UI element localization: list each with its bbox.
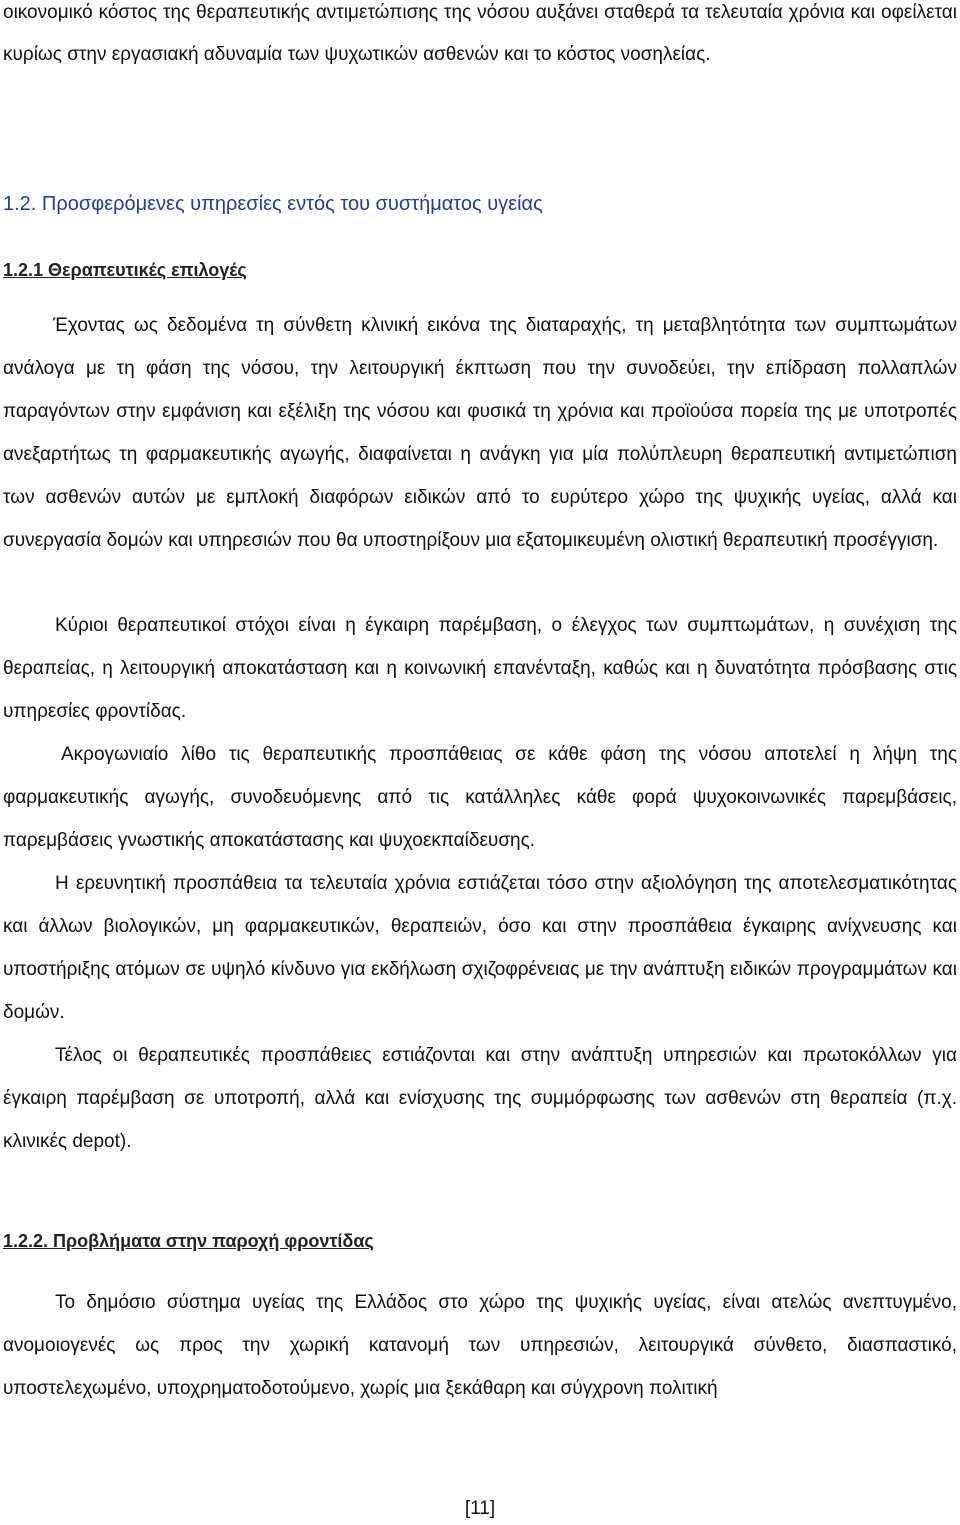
subsection-heading-therapeutic-options: 1.2.1 Θεραπευτικές επιλογές — [3, 260, 247, 280]
paragraph-therapeutic-approach: Έχοντας ως δεδομένα τη σύνθετη κλινική εικόνα της διαταραχής, τη μεταβλητότητα των συμπτωμάτων ανάλογα με τη φάση της νόσου, την λειτουργική έκπτωση που την συνοδεύει, την επίδραση πολλαπλών παραγόντων στην εμφάνιση και εξέλιξη της νόσου και φυσικά τη χρόνια και προϊούσα πορεία της με υποτροπές ανεξαρτήτως τη φαρμακευτικής αγωγής, διαφαίνεται η ανάγκη για μία πολύπλευρη θεραπευτική αντιμετώπιση των ασθενών αυτών με εμπλοκή διαφόρων ειδικών από το ευρύτερο χώρο της ψυχικής υγείας, αλλά και συνεργασία δομών και υπηρεσιών που θα υποστηρίξουν μια εξατομικευμένη ολιστική θεραπευτική προσέγγιση. — [3, 315, 957, 551]
paragraph-relapse-services: Τέλος οι θεραπευτικές προσπάθειες εστιάζονται και στην ανάπτυξη υπηρεσιών και πρωτοκόλλων για έγκαιρη παρέμβαση σε υποτροπή, αλλά και ενίσχυσης της συμμόρφωσης των ασθενών στη θεραπεία (π.χ. κλινικές depot). — [3, 1045, 957, 1152]
intro-paragraph: οικονομικό κόστος της θεραπευτικής αντιμετώπισης της νόσου αυξάνει σταθερά τα τελευταία χρόνια και οφείλεται κυρίως στην εργασιακή αδυναμία των ψυχωτικών ασθενών και το κόστος νοσηλείας. — [3, 2, 957, 65]
page-number: [11] — [464, 1498, 496, 1519]
paragraph-research: Η ερευνητική προσπάθεια τα τελευταία χρόνια εστιάζεται τόσο στην αξιολόγηση της αποτελεσματικότητας και άλλων βιολογικών, μη φαρμακευτικών, θεραπειών, όσο και στην προσπάθεια έγκαιρης ανίχνευσης και υποστήριξης ατόμων σε υψηλό κίνδυνο για εκδήλωση σχιζοφρένειας με την ανάπτυξη ειδικών προγραμμάτων και δομών. — [3, 873, 957, 1023]
section-heading: 1.2. Προσφερόμενες υπηρεσίες εντός του συστήματος υγείας — [3, 193, 543, 215]
paragraph-pharmacotherapy: Ακρογωνιαίο λίθο τις θεραπευτικής προσπάθειας σε κάθε φάση της νόσου αποτελεί η λήψη της φαρμακευτικής αγωγής, συνοδευόμενης από τις κατάλληλες κάθε φορά ψυχοκοινωνικές παρεμβάσεις, παρεμβάσεις γνωστικής αποκατάστασης και ψυχοεκπαίδευσης. — [3, 744, 957, 851]
paragraph-public-health-system: Το δημόσιο σύστημα υγείας της Ελλάδος στο χώρο της ψυχικής υγείας, είναι ατελώς ανεπτυγμένο, ανομοιογενές ως προς την χωρική κατανομή των υπηρεσιών, λειτουργικά σύνθετο, διασπαστικό, υποστελεχωμένο, υποχρηματοδοτούμενο, χωρίς μια ξεκάθαρη και σύγχρονη πολιτική — [3, 1292, 957, 1399]
subsection-heading-care-problems: 1.2.2. Προβλήματα στην παροχή φροντίδας — [3, 1231, 374, 1251]
paragraph-therapeutic-goals: Κύριοι θεραπευτικοί στόχοι είναι η έγκαιρη παρέμβαση, ο έλεγχος των συμπτωμάτων, η συνέχιση της θεραπείας, η λειτουργική αποκατάσταση και η κοινωνική επανένταξη, καθώς και η δυνατότητα πρόσβασης στις υπηρεσίες φροντίδας. — [3, 615, 957, 722]
